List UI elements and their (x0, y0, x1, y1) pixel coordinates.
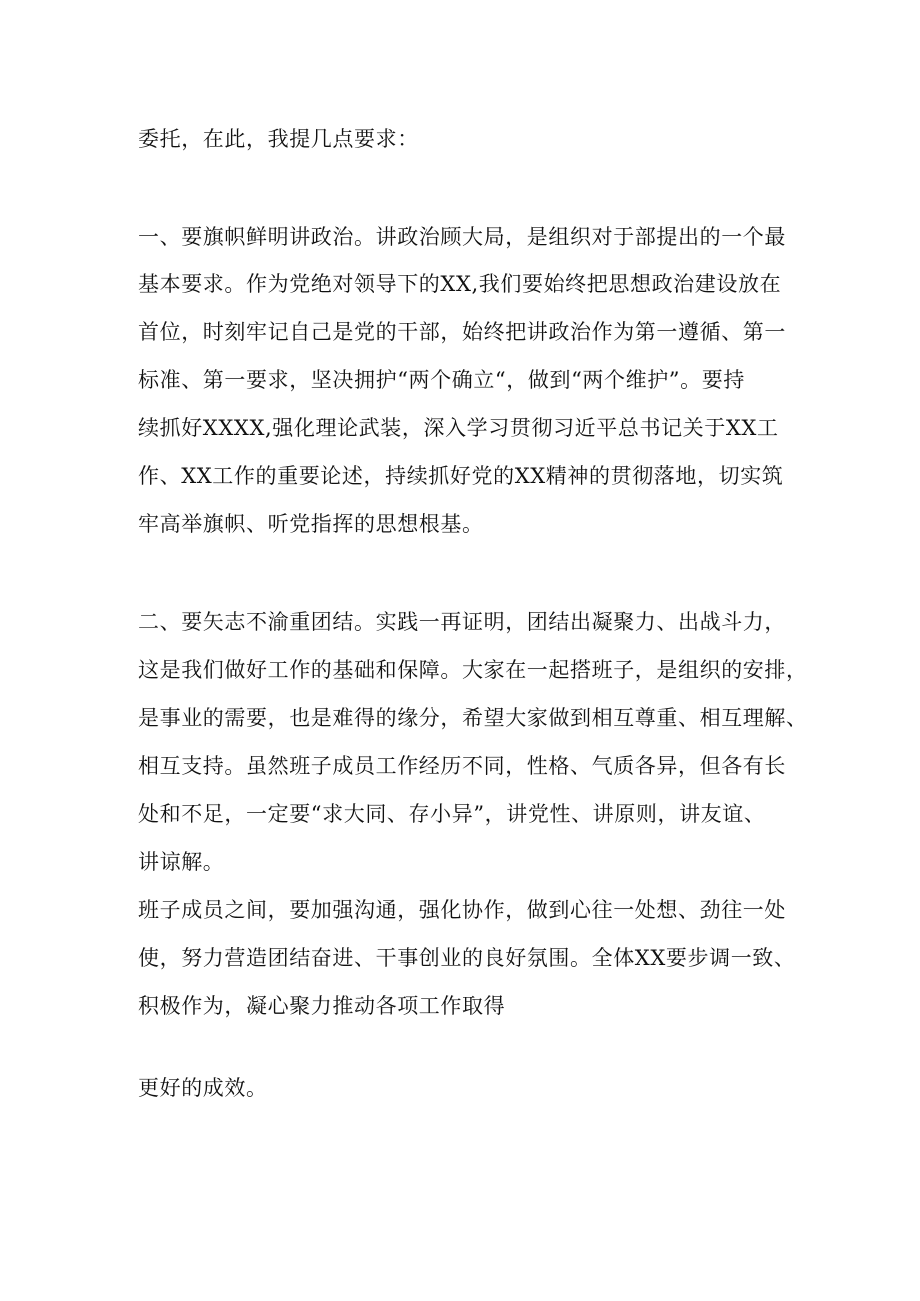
section-2-line: 讲谅解。 (138, 850, 225, 874)
intro-line: 委托，在此，我提几点要求： (138, 127, 419, 151)
section-1-line: 标准、第一要求，坚决拥护“两个确立“，做到“两个维护”。要持 (138, 368, 745, 392)
section-2-line: 是事业的需要，也是难得的缘分，希望大家做到相互尊重、相互理解、 (138, 706, 808, 730)
section-1-line: 基本要求。作为党绝对领导下的XX,我们要始终把思想政治建设放在 (138, 272, 782, 296)
section-1-line: 牢高举旗帜、听党指挥的思想根基。 (138, 512, 484, 536)
section-1-line: 一、要旗帜鲜明讲政治。讲政治顾大局，是组织对于部提出的一个最 (138, 225, 786, 249)
section-1-line: 首位，时刻牢记自己是党的干部，始终把讲政治作为第一遵循、第一 (138, 320, 786, 344)
section-2-line: 这是我们做好工作的基础和保障。大家在一起搭班子，是组织的安排， (138, 658, 808, 682)
section-1-line: 续抓好XXXX,强化理论武装，深入学习贯彻习近平总书记关于XX工 (138, 416, 779, 440)
section-2-line: 相互支持。虽然班子成员工作经历不同，性格、气质各异，但各有长 (138, 754, 786, 778)
section-1-line: 作、XX工作的重要论述，持续抓好党的XX精神的贯彻落地，切实筑 (138, 464, 784, 488)
closing-line: 更好的成效。 (138, 1076, 268, 1100)
section-2-line: 班子成员之间，要加强沟通，强化协作，做到心往一处想、劲往一处 (138, 898, 786, 922)
section-2-line: 二、要矢志不渝重团结。实践一再证明，团结出凝聚力、出战斗力， (138, 610, 786, 634)
section-2-line: 处和不足，一定要“求大同、存小异”，讲党性、讲原则，讲友谊、 (138, 802, 766, 826)
section-2-line: 使，努力营造团结奋进、干事创业的良好氛围。全体XX要步调一致、 (138, 946, 796, 970)
section-2-line: 积极作为，凝心聚力推动各项工作取得 (138, 994, 506, 1018)
